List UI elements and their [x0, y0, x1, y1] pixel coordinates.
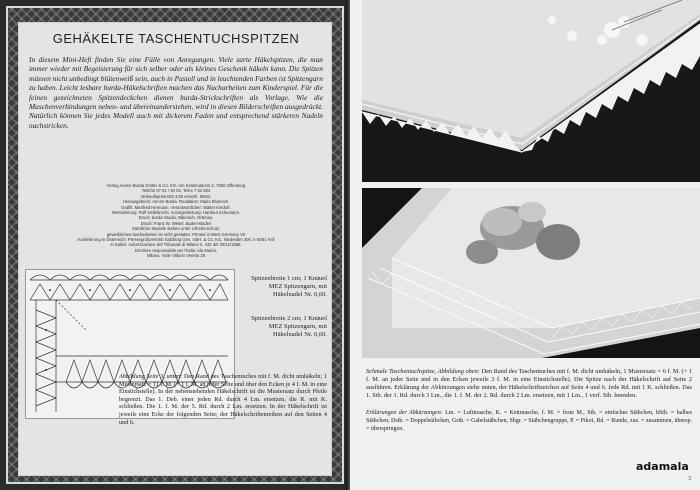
page-number: 3: [688, 476, 691, 482]
side-caption-2: Spitzenbreite 2 cm; 1 Knäuel MEZ Spitzengarn, mit Häkelnadel Nr. 0,60.: [251, 315, 327, 338]
imprint-line: Druck: Franz W. Wesel, Baden-Baden: [140, 220, 212, 226]
bottom-caption-text: Den Rand des Taschentuches mit f. M. dicht umhäkeln; 1 Mustersatz = 11 f. M. (+ 1 f. M. an jeder Seite und über den Ecken je 4 f. M. in eine Einstichstelle). In der nebenstehenden Häkelschrift ist die Mustersatz durch Pfeile begrenzt. Das 1. Deb. einer jeden Rd. durch 4 Lm. ersetzen, die R. mit K. schließen. Die 1. f. M. der 5. Rd. durch 2 Lm. ersetzen. In der Häkelschrift ist jeweils eine Ecke der folgenden Seite; der Häkelschriftenreihen auf den Seiten 4 und 6.: [119, 373, 327, 426]
imprint-line: Verlag Aenne Burda GmbH & Co. KG, Am Kestendamm 2, 7600 Offenburg: [106, 183, 246, 188]
watermark: adamala: [636, 460, 689, 473]
photo-caption-lead: Schmale Taschentuchspitze, Abbildung oben:: [366, 368, 480, 375]
bottom-caption-lead: Abbildung Seite 3, unten:: [119, 373, 183, 380]
imprint-line: Telefon 07 81 / 84 02, Telex 7 52 804: [141, 188, 211, 194]
imprint-line: Druck: burda-Studio, Biberach, Ortenau.: [138, 215, 214, 221]
imprint-line: Verkaufspreis DM 3,50 einschl. MwSt.: [140, 193, 212, 199]
side-caption-1: Spitzenbreite 1 cm; 1 Knäuel MEZ Spitzengarn, mit Häkelnadel Nr. 0,60.: [251, 275, 327, 298]
imprint-line: Grafik: Manfred Hermann. Verantwortlicher: Walter Kindorf.: [121, 204, 231, 210]
imprint-line: Werbeleitung: Rolf Hellebrecht. Anzeigenleitung: Hartmut Schumann.: [111, 210, 241, 216]
right-page: [350, 0, 700, 490]
handkerchief-photo-top: [362, 0, 700, 182]
imprint-line: Herausgeberin: Aenne Burda. Redaktion: Maria Blumrich.: [122, 199, 230, 205]
text-panel: [18, 22, 332, 476]
imprint-line: Sämtliche Modelle stehen unter Urheberschutz;: [131, 226, 221, 232]
page-headline: GEHÄKELTE TASCHENTUCHSPITZEN: [52, 31, 300, 46]
photo-caption: [366, 368, 692, 400]
handkerchief-photo-bottom: [362, 188, 700, 358]
imprint-line: gewerbliches Nacharbeiten ist nicht gestattet. Printed in West Germany VII: [106, 231, 246, 237]
imprint-line: Direttore responsabile per l'Italia: Ida Marini,: [135, 247, 217, 253]
intro-paragraph: In diesem Mini-Heft finden Sie eine Fülle von Anregungen. Viele zarte Häkelspitzen, die man immer wieder mit Begeisterung für sich selber oder als kleines Geschenk häkeln kann. Die Spitzen müssen nicht unbedingt blütenweiß sein, auch in Pastell und in leuchtenden Farben ist Spitzengarn zu haben. Leicht lesbare burda-Häkelschriften machen das Nacharbeiten zum Kinderspiel. Für die feinen gezeichneten Spitzendeckchen dienen burda-Strickschriften als Vorlage. Wie die Maschenverbindungen neben- und übereinanderstehen, wird in diesen Bilderschriften ausgedrückt. Natürlich können Sie jedes Modell auch mit dickerem Faden und entsprechend stärkeren Nadeln nachstricken.: [29, 55, 323, 130]
side-captions: [239, 275, 327, 355]
abbreviations: [366, 410, 692, 433]
imprint-block: [29, 183, 323, 259]
photo-caption-text: Den Rand des Taschentuches mit f. M. dicht umhäkeln, 1 Mustersatz = 6 f. M. (+ 1 f. M. an jeder Seite und in den Ecken jeweils 3 f. M. in eine Einstichstelle). Die Spitze nach der Häkelschrift auf Seite 2 ausführen. Erklärung der Abkürzungen siehe unten, der Häkelschriftzeichen auf Seite 4 und 6. Jede Rd. mit 1 K. schließen. Das 1. Stb. der 1. Rd. durch 3 Lm., die 1. f. M. der 2. Rd. durch 2 Lm. ersetzen, mit 1 Lm., 1 verf. Stb. beenden.: [366, 368, 693, 399]
imprint-line: Auslieferung in Österreich: Pressegroßvertrieb Salzburg Ges. mbH. & Co. KG, Niederalm 300, A-5081 Anif: [77, 237, 275, 243]
imprint-line: Milano, Viale Vittorio Veneto 28: [146, 253, 206, 259]
abbreviations-text: Lm. = Luftmasche, K. = Kettmasche, f. M. = feste M., Stb. = einfaches Stäbchen, hStb. = halbes Stäbchen, Dstb. = Doppelstäbchen, Gstb. = Gabelstäbchen, Sbgr. = Stäbchengruppe, P. = Pikot, Rd. = Runde, zus. = zusammen, übersp. = überspringen.: [366, 410, 692, 432]
imprint-line: In Italien: Autorizzazione del Tribunale di Milano n. 432 del 30/12/1968.: [110, 242, 242, 248]
abbreviations-lead: Erklärungen der Abkürzungen:: [366, 410, 443, 416]
bottom-caption: [119, 373, 327, 426]
